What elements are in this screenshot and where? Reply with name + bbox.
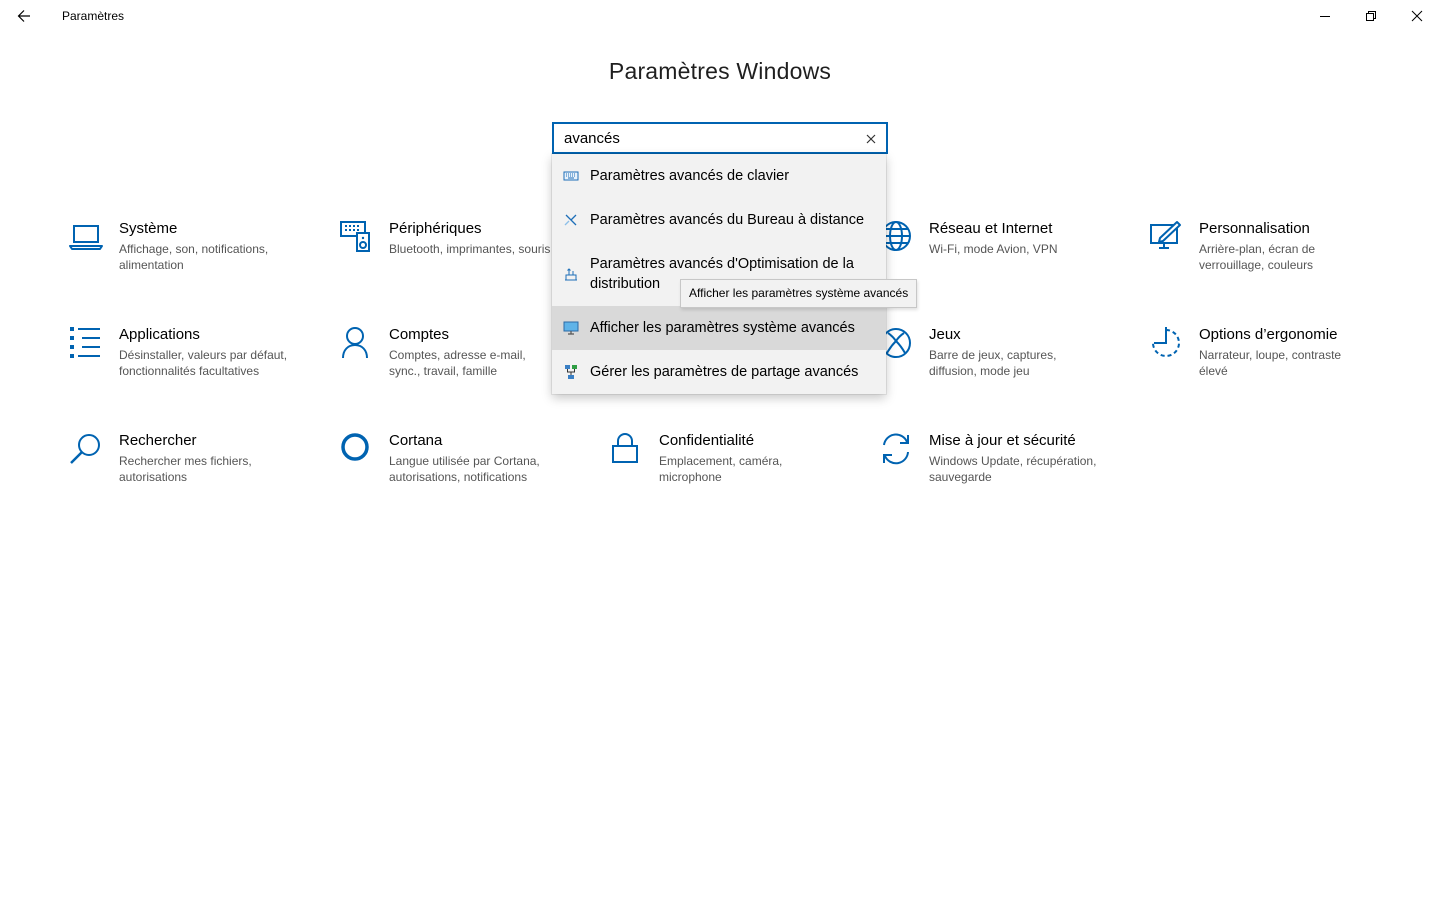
category-rechercher[interactable]: [69, 432, 329, 522]
laptop-icon: [69, 220, 103, 254]
category-jeux[interactable]: [879, 326, 1139, 416]
category-confidentialite[interactable]: [609, 432, 869, 522]
category-title: Personnalisation: [1199, 220, 1310, 237]
delivery-optimization-icon: [563, 266, 579, 282]
keyboard-icon: [563, 168, 579, 184]
suggestion-label: Afficher les paramètres système avancés: [590, 320, 855, 336]
suggestion-sharing-advanced[interactable]: [552, 350, 886, 394]
category-title: Système: [119, 220, 178, 237]
category-title: Applications: [119, 326, 200, 343]
category-title: Périphériques: [389, 220, 482, 237]
search-icon: [69, 432, 103, 466]
restore-icon: [1365, 10, 1377, 22]
back-arrow-icon: [17, 9, 31, 23]
category-systeme[interactable]: [69, 220, 329, 310]
minimize-icon: [1319, 10, 1331, 22]
window-title: Paramètres: [62, 9, 125, 23]
remote-desktop-icon: [563, 212, 579, 228]
category-title: Réseau et Internet: [929, 220, 1053, 237]
category-description: Désinstaller, valeurs par défaut, fonctionnalités facultatives: [119, 348, 288, 378]
network-sharing-icon: [563, 364, 579, 380]
category-title: Comptes: [389, 326, 450, 343]
tooltip: Afficher les paramètres système avancés: [680, 279, 917, 308]
category-description: Barre de jeux, captures, diffusion, mode jeu: [929, 348, 1057, 378]
category-description: Bluetooth, imprimantes, souris: [389, 242, 551, 256]
category-description: Comptes, adresse e-mail, sync., travail, famille: [389, 348, 526, 378]
category-title: Rechercher: [119, 432, 197, 449]
suggestion-remote-desktop-advanced[interactable]: [552, 198, 886, 242]
apps-list-icon: [69, 326, 103, 360]
suggestion-label: Paramètres avancés de clavier: [590, 168, 790, 184]
title-bar: [0, 0, 1440, 32]
close-button[interactable]: [1394, 0, 1440, 32]
page-title: Paramètres Windows: [608, 58, 832, 84]
clear-icon: [866, 134, 876, 144]
suggestion-keyboard-advanced[interactable]: [552, 154, 886, 198]
suggestion-label: Gérer les paramètres de partage avancés: [590, 364, 859, 380]
category-applications[interactable]: [69, 326, 329, 416]
lock-icon: [609, 432, 643, 466]
category-mise-a-jour-securite[interactable]: [879, 432, 1139, 522]
person-icon: [339, 326, 373, 360]
ease-of-access-icon: [1149, 326, 1183, 360]
category-description: Narrateur, loupe, contraste élevé: [1199, 348, 1342, 378]
close-icon: [1411, 10, 1423, 22]
search-box[interactable]: [552, 122, 888, 154]
category-personnalisation[interactable]: [1149, 220, 1409, 310]
minimize-button[interactable]: [1302, 0, 1348, 32]
devices-icon: [339, 220, 373, 254]
category-title: Jeux: [929, 326, 961, 343]
category-description: Langue utilisée par Cortana, autorisations, notifications: [389, 454, 540, 484]
category-description: Arrière-plan, écran de verrouillage, couleurs: [1199, 242, 1316, 272]
cortana-icon: [339, 432, 373, 466]
category-title: Confidentialité: [659, 432, 755, 449]
back-button[interactable]: [10, 3, 38, 29]
category-description: Windows Update, récupération, sauvegarde: [929, 454, 1097, 484]
category-reseau-internet[interactable]: [879, 220, 1139, 310]
category-description: Rechercher mes fichiers, autorisations: [119, 454, 252, 484]
search-input[interactable]: [564, 127, 844, 149]
restore-button[interactable]: [1348, 0, 1394, 32]
category-description: Affichage, son, notifications, alimentation: [119, 242, 269, 272]
clear-search-button[interactable]: [860, 128, 882, 150]
category-title: Mise à jour et sécurité: [929, 432, 1076, 449]
system-monitor-icon: [563, 320, 579, 336]
category-description: Wi-Fi, mode Avion, VPN: [929, 242, 1058, 256]
sync-icon: [879, 432, 913, 466]
category-cortana[interactable]: [339, 432, 599, 522]
category-title: Cortana: [389, 432, 443, 449]
category-description: Emplacement, caméra, microphone: [659, 454, 783, 484]
suggestion-label: Paramètres avancés du Bureau à distance: [590, 212, 865, 228]
suggestion-label: Paramètres avancés d'Optimisation de la distribution: [590, 256, 854, 292]
category-title: Options d’ergonomie: [1199, 326, 1338, 343]
category-options-ergonomie[interactable]: [1149, 326, 1409, 416]
personalization-icon: [1149, 220, 1183, 254]
suggestion-system-advanced[interactable]: [552, 306, 886, 350]
search-suggestions: [552, 154, 886, 394]
